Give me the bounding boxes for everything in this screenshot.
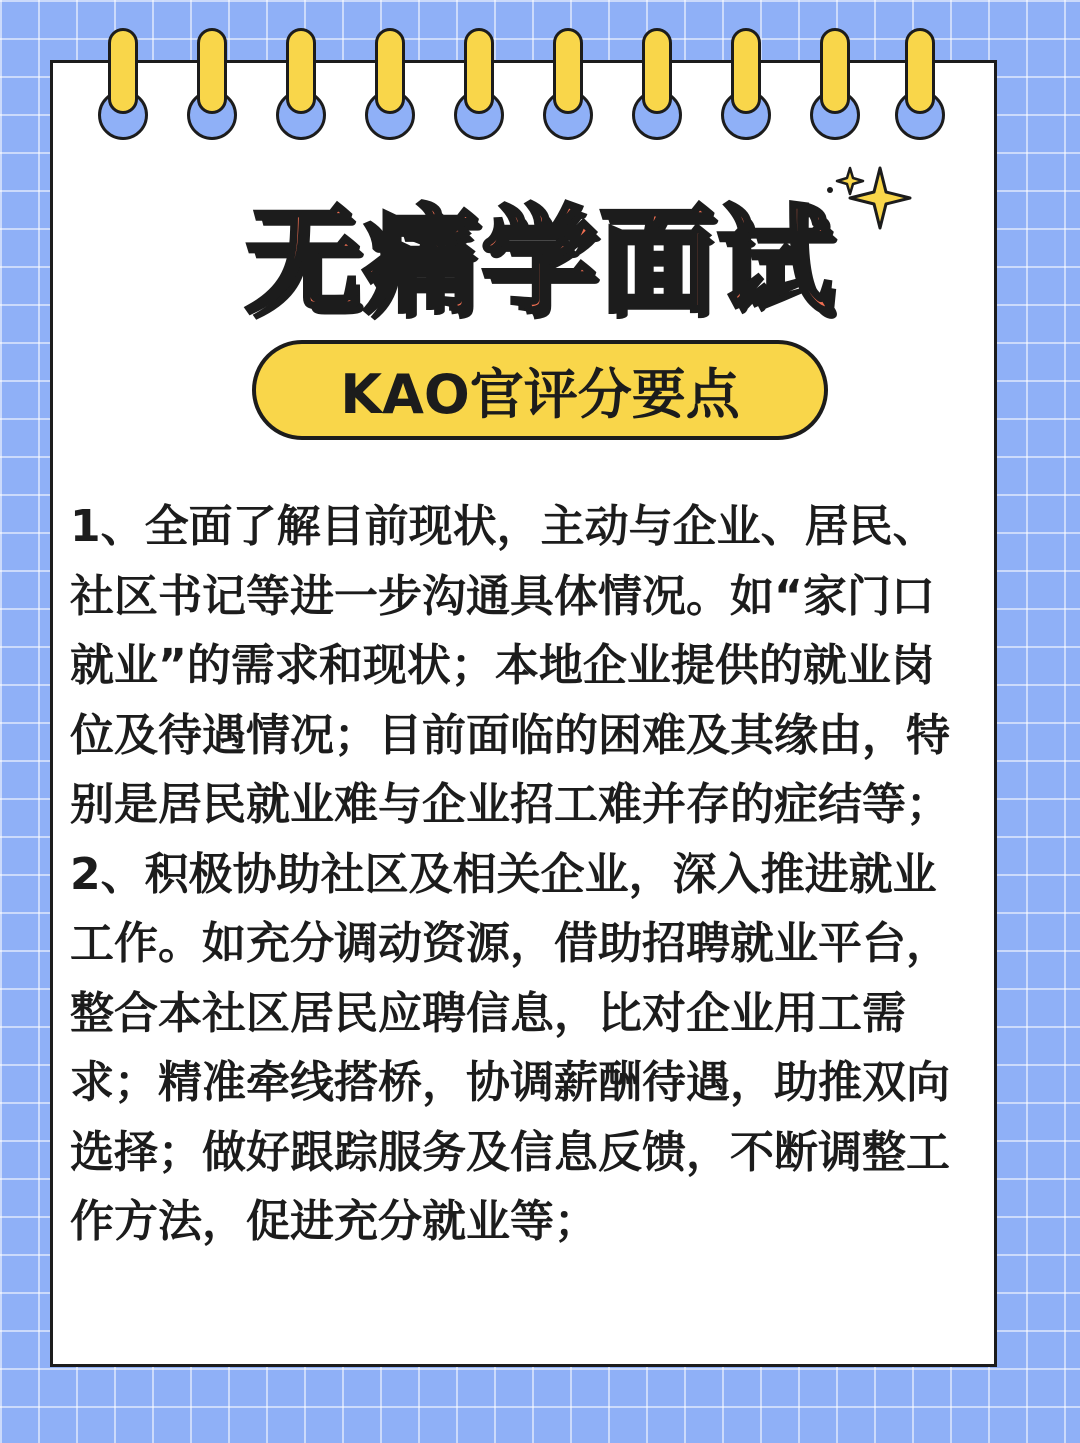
binder-ring-icon	[632, 28, 682, 138]
point-1: 1、全面了解目前现状，主动与企业、居民、社区书记等进一步沟通具体情况。如“家门口就业”的需求和现状；本地企业提供的就业岗位及待遇情况；目前面临的困难及其缘由，特别是居民就业难与企业招工难并存的症结等；	[70, 501, 950, 830]
binder-rings	[0, 0, 1080, 140]
subtitle-text: KAO官评分要点	[340, 362, 740, 426]
binder-ring-icon	[810, 28, 860, 138]
binder-ring-icon	[721, 28, 771, 138]
subtitle-badge	[252, 340, 828, 440]
point-2: 2、积极协助社区及相关企业，深入推进就业工作。如充分调动资源，借助招聘就业平台，整合本社区居民应聘信息，比对企业用工需求；精准牵线搭桥，协调薪酬待遇，助推双向选择；做好跟踪服务及信息反馈，不断调整工作方法，促进充分就业等；	[70, 848, 950, 1247]
binder-ring-icon	[454, 28, 504, 138]
page-title: 无痛学面试	[245, 194, 835, 329]
binder-ring-icon	[276, 28, 326, 138]
binder-ring-icon	[98, 28, 148, 138]
sparkle-icon	[820, 160, 920, 240]
binder-ring-icon	[895, 28, 945, 138]
binder-ring-icon	[365, 28, 415, 138]
content-points	[70, 492, 970, 1257]
binder-ring-icon	[543, 28, 593, 138]
binder-ring-icon	[187, 28, 237, 138]
